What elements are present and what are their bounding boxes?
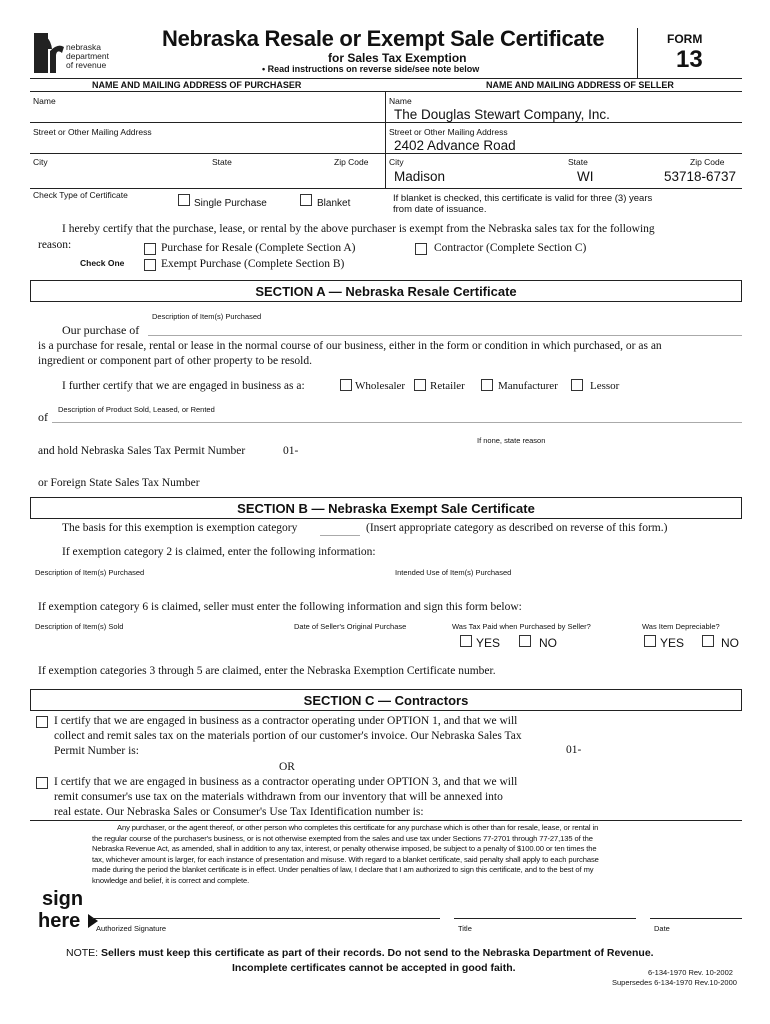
contractor-option-label: Contractor (Complete Section C) (434, 242, 587, 254)
retailer-label: Retailer (430, 380, 465, 392)
seller-name-label: Name (389, 96, 412, 106)
seller-city-value[interactable]: Madison (394, 169, 446, 184)
dor-logo-mark-icon (30, 29, 66, 73)
title-label: Title (458, 924, 472, 933)
our-purchase-label: Our purchase of (62, 323, 140, 337)
tax-paid-no-checkbox[interactable] (519, 635, 531, 647)
seller-street-label: Street or Other Mailing Address (389, 127, 508, 137)
option-1-line-2: collect and remit sales tax on the materials portion of our customer's invoice. Our Nebraska Sales Tax (54, 730, 522, 742)
date-field[interactable] (650, 897, 742, 919)
penalty-line-6: knowledge and belief, it is correct and complete. (92, 875, 250, 885)
penalty-line-2: the regular course of the purchaser's business, or is not otherwise exempted from the sales and use tax under Sections 77-2701 through 77-27,135 of the (92, 833, 593, 843)
section-b-header: SECTION B — Nebraska Exempt Sale Certificate (30, 497, 742, 519)
penalty-line-5: made during the period the blanket certificate is in effect. Under penalties of law, I declare that I am authorized to sign this certificate, and to the best of my (92, 865, 594, 875)
option-1-line-1: I certify that we are engaged in business as a contractor operating under OPTION 1, and that we will (54, 715, 518, 727)
manufacturer-checkbox[interactable] (481, 379, 493, 391)
purchaser-name-field[interactable] (31, 92, 383, 121)
category-2-line: If exemption category 2 is claimed, enter the following information: (62, 546, 376, 558)
cat6-desc-sold-label: Description of Item(s) Sold (35, 622, 124, 631)
manufacturer-label: Manufacturer (498, 380, 558, 392)
depreciable-no-checkbox[interactable] (702, 635, 714, 647)
seller-heading: NAME AND MAILING ADDRESS OF SELLER (486, 80, 674, 90)
cat2-intended-use-label: Intended Use of Item(s) Purchased (395, 568, 512, 577)
contractor-checkbox[interactable] (415, 243, 427, 255)
purchaser-heading: NAME AND MAILING ADDRESS OF PURCHASER (92, 80, 302, 90)
purchaser-city-label: City (33, 157, 48, 167)
resale-para-line-1: is a purchase for resale, rental or lease in the normal course of our business, either in the form or condition in which purchased, or as an (38, 340, 662, 352)
seller-name-value[interactable]: The Douglas Stewart Company, Inc. (394, 107, 610, 122)
note-line-1: Sellers must keep this certificate as part of their records. Do not send to the Nebraska Department of Revenue. (101, 947, 654, 959)
desc-product-label: Description of Product Sold, Leased, or Rented (58, 405, 215, 414)
further-certify-label: I further certify that we are engaged in business as a: (62, 380, 305, 392)
blanket-note-line-2: from date of issuance. (393, 204, 487, 215)
note-line-2: Incomplete certificates cannot be accepted in good faith. (232, 962, 516, 974)
desc-items-label: Description of Item(s) Purchased (152, 312, 262, 321)
option-3-checkbox[interactable] (36, 777, 48, 789)
date-label: Date (654, 924, 670, 933)
cat6-date-label: Date of Seller's Original Purchase (294, 622, 407, 631)
lessor-checkbox[interactable] (571, 379, 583, 391)
section-c-header: SECTION C — Contractors (30, 689, 742, 711)
contractor-permit-field[interactable] (585, 740, 740, 760)
lessor-label: Lessor (590, 380, 620, 392)
supersedes-label: Supersedes 6-134-1970 Rev.10-2000 (612, 978, 737, 987)
wholesaler-label: Wholesaler (355, 380, 406, 392)
tax-paid-label: Was Tax Paid when Purchased by Seller? (452, 622, 591, 631)
option-1-line-3: Permit Number is: (54, 745, 139, 757)
revision-label: 6-134-1970 Rev. 10-2002 (648, 968, 733, 977)
tax-paid-yes-label: YES (476, 636, 501, 650)
depreciable-yes-checkbox[interactable] (644, 635, 656, 647)
signature-label: Authorized Signature (96, 924, 167, 933)
here-label: here (38, 910, 81, 932)
form-label: FORM (667, 32, 703, 46)
tax-paid-no-label: NO (539, 636, 557, 650)
permit-number-field[interactable] (300, 440, 740, 460)
exempt-option-label: Exempt Purchase (Complete Section B) (161, 258, 345, 270)
purchaser-city-field[interactable] (31, 154, 383, 188)
depreciable-label: Was Item Depreciable? (642, 622, 720, 631)
signature-field[interactable] (92, 897, 440, 919)
form-title: Nebraska Resale or Exempt Sale Certificate (162, 26, 605, 51)
depreciable-yes-label: YES (660, 636, 685, 650)
permit-prefix: 01- (283, 445, 299, 457)
certify-reason: reason: (38, 239, 72, 251)
category-6-line: If exemption category 6 is claimed, seller must enter the following information and sign this form below: (38, 601, 522, 613)
foreign-tax-field[interactable] (220, 472, 740, 492)
purchaser-name-label: Name (33, 96, 56, 106)
cert-type-label: Check Type of Certificate (33, 190, 128, 200)
if-none-label: If none, state reason (477, 436, 546, 445)
seller-zip-label: Zip Code (690, 157, 725, 167)
option-1-checkbox[interactable] (36, 716, 48, 728)
exempt-checkbox[interactable] (144, 259, 156, 271)
seller-zip-value[interactable]: 53718-6737 (664, 169, 737, 184)
product-description-field[interactable] (52, 422, 742, 423)
seller-city-label: City (389, 157, 404, 167)
check-one-label: Check One (80, 258, 125, 268)
option-3-line-2: remit consumer's use tax on the materials withdrawn from our inventory that will be annexed into (54, 791, 503, 803)
seller-street-value[interactable]: 2402 Advance Road (394, 138, 516, 153)
purchaser-street-label: Street or Other Mailing Address (33, 127, 152, 137)
blanket-label: Blanket (317, 198, 351, 209)
blanket-checkbox[interactable] (300, 194, 312, 206)
contractor-permit-prefix: 01- (566, 744, 582, 756)
note-label: NOTE: (66, 947, 99, 959)
logo-line-1: nebraska (66, 42, 101, 52)
tax-paid-yes-checkbox[interactable] (460, 635, 472, 647)
retailer-checkbox[interactable] (414, 379, 426, 391)
option-3-line-1: I certify that we are engaged in business as a contractor operating under OPTION 3, and that we will (54, 776, 518, 788)
seller-state-label: State (568, 157, 588, 167)
dor-logo (30, 29, 135, 75)
category-field[interactable] (320, 535, 360, 536)
purchaser-state-label: State (212, 157, 232, 167)
option-3-line-3: real estate. Our Nebraska Sales or Consumer's Use Tax Identification number is: (54, 806, 424, 818)
penalty-line-1: Any purchaser, or the agent thereof, or other person who completes this certificate for any purchase which is other than for resale, lease, or rental in (117, 823, 599, 832)
penalty-line-4: tax, whichever amount is larger, for each instance of presentation and misuse. With regard to a blanket certificate, said penalty shall apply to each purchase (92, 854, 599, 864)
purchaser-zip-label: Zip Code (334, 157, 369, 167)
sign-label: sign (42, 888, 84, 910)
logo-line-3: of revenue (66, 60, 107, 70)
resale-para-line-2: ingredient or component part of other property to be resold. (38, 355, 313, 367)
title-field[interactable] (454, 897, 636, 919)
permit-label: and hold Nebraska Sales Tax Permit Number (38, 445, 246, 457)
items-purchased-field[interactable] (148, 335, 742, 336)
certify-statement: I hereby certify that the purchase, lease, or rental by the above purchaser is exempt from the Nebraska sales tax for the following (62, 223, 655, 235)
resale-option-label: Purchase for Resale (Complete Section A) (161, 242, 356, 254)
blanket-note-line-1: If blanket is checked, this certificate is valid for three (3) years (393, 193, 653, 204)
insert-category-note: (Insert appropriate category as described on reverse of this form.) (366, 522, 668, 534)
wholesaler-checkbox[interactable] (340, 379, 352, 391)
cat2-desc-items-label: Description of Item(s) Purchased (35, 568, 145, 577)
section-a-header: SECTION A — Nebraska Resale Certificate (30, 280, 742, 302)
purchaser-street-field[interactable] (31, 123, 383, 152)
foreign-tax-label: or Foreign State Sales Tax Number (38, 477, 200, 489)
or-label: OR (279, 761, 295, 773)
instructions-note: • Read instructions on reverse side/see note below (262, 64, 480, 74)
category-3-5-line: If exemption categories 3 through 5 are claimed, enter the Nebraska Exemption Certificate number. (38, 665, 496, 677)
of-label: of (38, 410, 48, 424)
logo-line-2: department (66, 51, 109, 61)
resale-checkbox[interactable] (144, 243, 156, 255)
single-purchase-checkbox[interactable] (178, 194, 190, 206)
form-number: 13 (676, 46, 703, 73)
seller-state-value[interactable]: WI (577, 169, 594, 184)
form-subtitle: for Sales Tax Exemption (328, 51, 467, 65)
penalty-line-3: Nebraska Revenue Act, as amended, shall in addition to any tax, interest, or penalty otherwise imposed, be subject to a penalty of $100.00 or ten times the (92, 844, 597, 854)
basis-label: The basis for this exemption is exemption category (62, 522, 298, 534)
single-purchase-label: Single Purchase (194, 198, 267, 209)
depreciable-no-label: NO (721, 636, 739, 650)
